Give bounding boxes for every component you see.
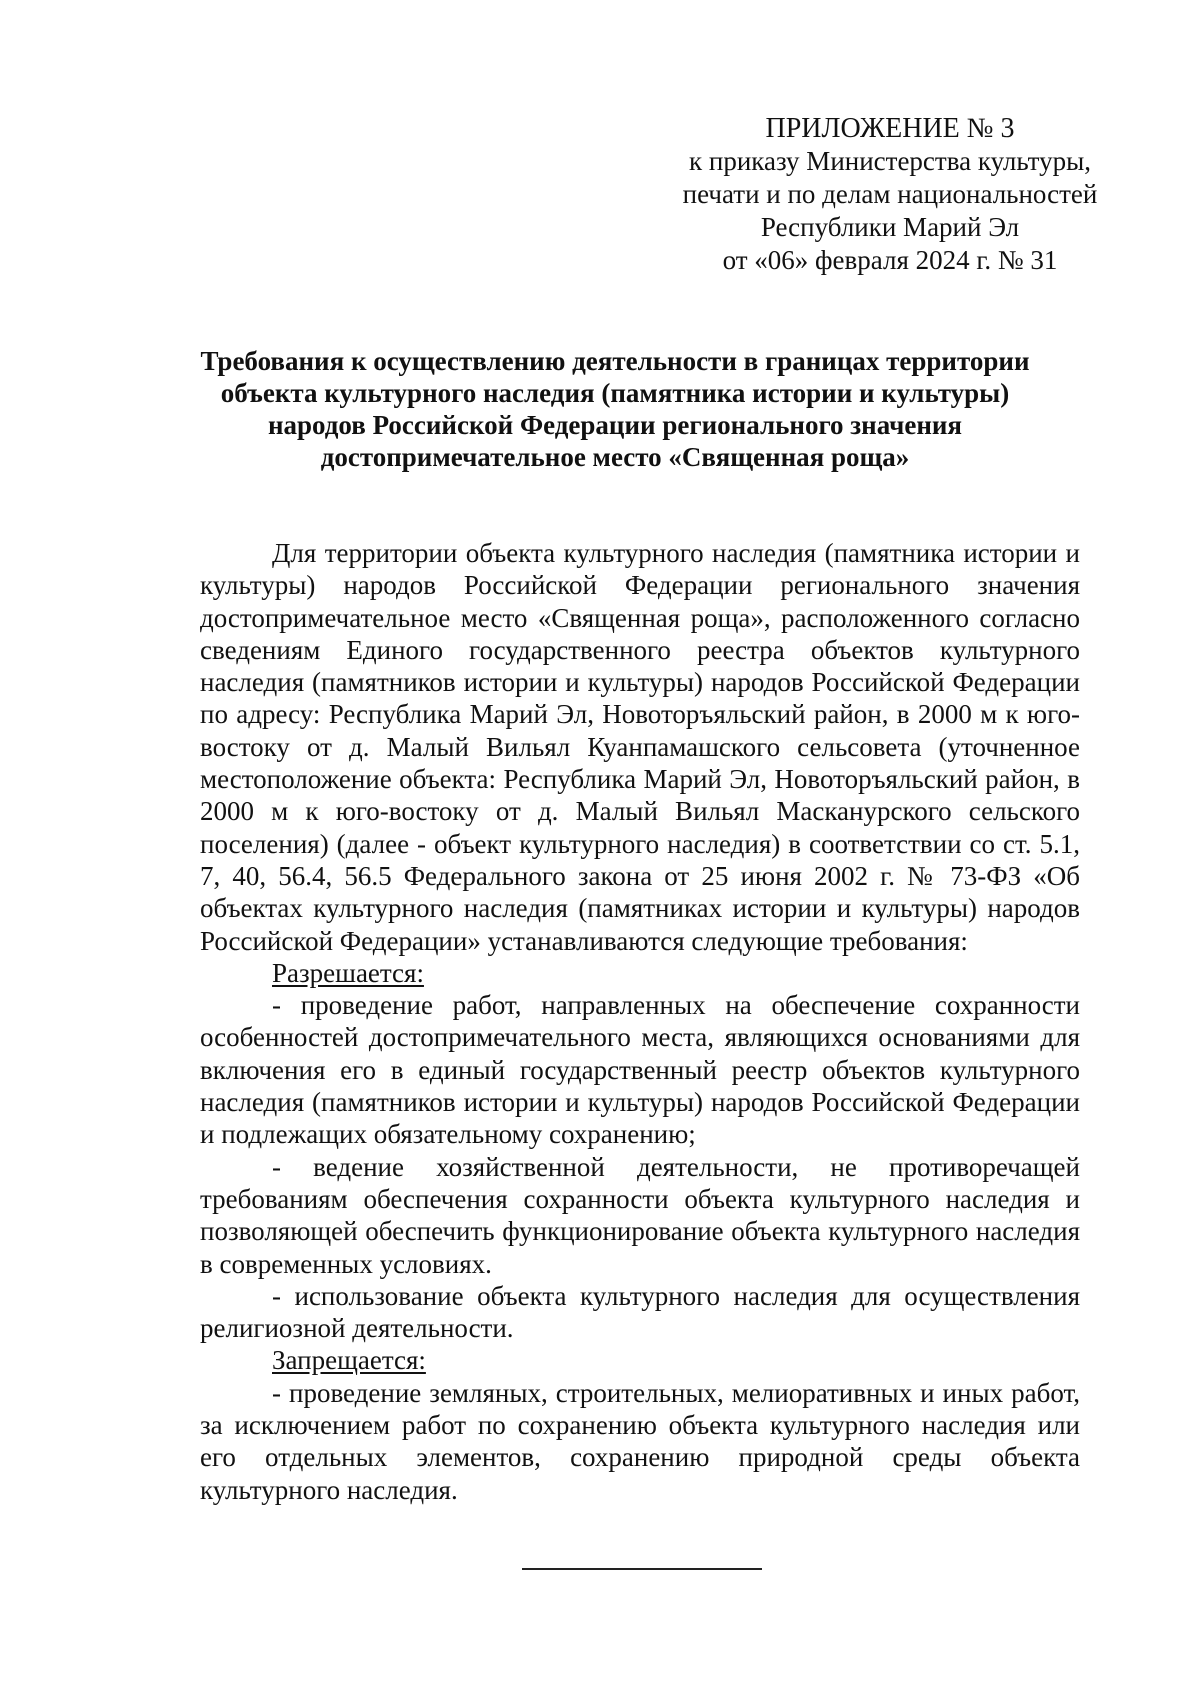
title-line: объекта культурного наследия (памятника истории и культуры) bbox=[220, 378, 1010, 408]
allowed-item: - ведение хозяйственной деятельности, не противоречащей требованиям обеспечения сохранности объекта культурного наследия и позволяющей обеспечить функционирование объекта культурного наследия в современных условиях. bbox=[200, 1151, 1080, 1279]
title-line: народов Российской Федерации регионального значения bbox=[267, 410, 963, 440]
document-body bbox=[200, 537, 1080, 1506]
annex-date: от «06» февраля 2024 г. № 31 bbox=[722, 245, 1058, 275]
allowed-item: - использование объекта культурного наследия для осуществления религиозной деятельности. bbox=[200, 1280, 1080, 1344]
closing-rule bbox=[522, 1568, 762, 1570]
forbidden-item: - проведение земляных, строительных, мелиоративных и иных работ, за исключением работ по сохранению объекта культурного наследия или его отдельных элементов, сохранению природной среды объекта культурного наследия. bbox=[200, 1377, 1080, 1505]
annex-order-ref: к приказу Министерства культуры, bbox=[689, 146, 1091, 176]
annex-number: ПРИЛОЖЕНИЕ № 3 bbox=[765, 113, 1015, 144]
forbidden-heading: Запрещается: bbox=[272, 1345, 426, 1376]
title-line: достопримечательное место «Священная роща» bbox=[320, 442, 910, 472]
annex-republic: Республики Марий Эл bbox=[760, 212, 1020, 242]
annex-ministry: печати и по делам национальностей bbox=[682, 179, 1098, 209]
title-line: Требования к осуществлению деятельности в границах территории bbox=[200, 346, 1030, 376]
annex-header bbox=[640, 112, 1140, 277]
document-title bbox=[150, 345, 1080, 473]
intro-paragraph: Для территории объекта культурного наследия (памятника истории и культуры) народов Российской Федерации регионального значения достопримечательное место «Священная роща», расположенного согласно сведениям Единого государственного реестра объектов культурного наследия (памятников истории и культуры) народов Российской Федерации по адресу: Республика Марий Эл, Новоторъяльский район, в 2000 м к юго-востоку от д. Малый Вильял Куанпамашского сельсовета (уточненное местоположение объекта: Республика Марий Эл, Новоторъяльский район, в 2000 м к юго-востоку от д. Малый Вильял Масканурского сельского поселения) (далее - объект культурного наследия) в соответствии со ст. 5.1, 7, 40, 56.4, 56.5 Федерального закона от 25 июня 2002 г. № 73-ФЗ «Об объектах культурного наследия (памятниках истории и культуры) народов Российской Федерации» устанавливаются следующие требования: bbox=[200, 538, 1080, 956]
allowed-heading: Разрешается: bbox=[272, 957, 424, 988]
allowed-item: - проведение работ, направленных на обеспечение сохранности особенностей достопримечательного места, являющихся основаниями для включения его в единый государственный реестр объектов культурного наследия (памятников истории и культуры) народов Российской Федерации и подлежащих обязательному сохранению; bbox=[200, 990, 1080, 1150]
